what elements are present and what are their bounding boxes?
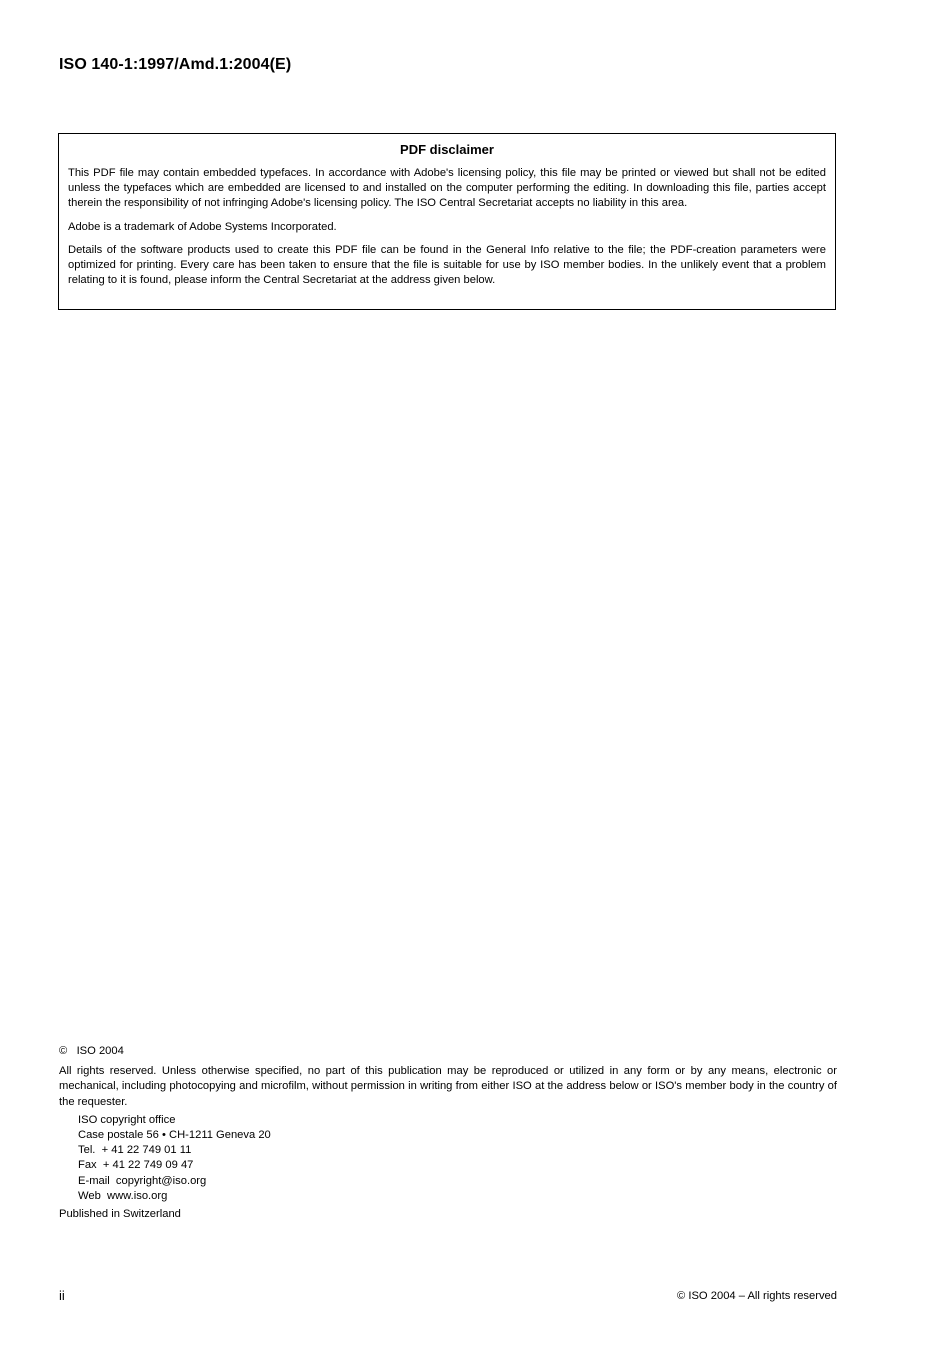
address-email: E-mail copyright@iso.org (78, 1174, 207, 1187)
address-fax: Fax + 41 22 749 09 47 (78, 1159, 194, 1172)
disclaimer-paragraph-typefaces: This PDF file may contain embedded typefaces. In accordance with Adobe's licensing policy, this file may be printed or viewed but shall not be edited unless the typefaces which are embedded are licensed to and installed on the computer performing the editing. In downloading this file, parties accept therein the responsibility of not infringing Adobe's licensing policy. The ISO Central Secretariat accepts no liability in this area. (68, 167, 826, 210)
address-telephone: Tel. + 41 22 749 01 11 (78, 1144, 192, 1157)
address-office: ISO copyright office (78, 1113, 176, 1126)
copyright-notice: © ISO 2004 (59, 1045, 124, 1057)
address-postal: Case postale 56 • CH-1211 Geneva 20 (78, 1129, 271, 1142)
document-header-title: ISO 140-1:1997/Amd.1:2004(E) (59, 56, 292, 73)
copyright-block (59, 1044, 837, 1222)
copyright-rights-text: All rights reserved. Unless otherwise specified, no part of this publication may be reproduced or utilized in any form or by any means, electronic or mechanical, including photocopying and microfilm, without permission in writing from either ISO at the address below or ISO's member body in the country of the requester. (59, 1065, 837, 1108)
disclaimer-paragraph-software: Details of the software products used to create this PDF file can be found in the General Info relative to the file; the PDF-creation parameters were optimized for printing. Every care has been taken to ensure that the file is suitable for use by ISO member bodies. In the unlikely event that a problem relating to it is found, please inform the Central Secretariat at the address given below. (68, 243, 826, 287)
iso-address (59, 1113, 837, 1204)
disclaimer-title: PDF disclaimer (400, 142, 494, 157)
footer-copyright: © ISO 2004 – All rights reserved (677, 1290, 837, 1302)
published-location: Published in Switzerland (59, 1208, 181, 1221)
address-web: Web www.iso.org (78, 1189, 168, 1202)
page-number: ii (59, 1288, 65, 1303)
pdf-disclaimer-box (58, 133, 836, 310)
disclaimer-paragraph-trademark: Adobe is a trademark of Adobe Systems Incorporated. (68, 220, 337, 233)
